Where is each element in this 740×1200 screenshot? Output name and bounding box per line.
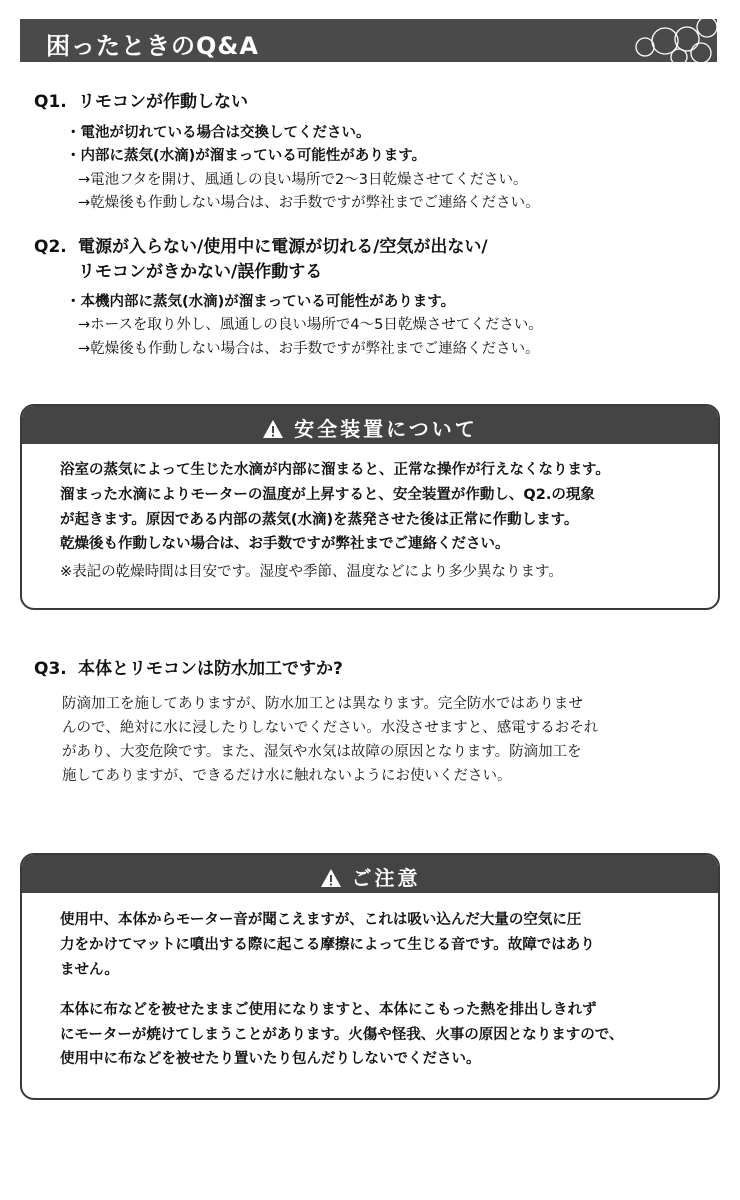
q1-line-2: ・内部に蒸気(水滴)が溜まっている可能性があります。 [66, 148, 427, 164]
caution-p2-line-2: にモーターが焼けてしまうことがあります。火傷や怪我、火事の原因となりますので、 [60, 1027, 624, 1043]
circles-decoration-icon [627, 19, 717, 62]
q1-line-3: →電池フタを開け、風通しの良い場所で2～3日乾燥させてください。 [78, 172, 528, 188]
q3-line-4: 施してありますが、できるだけ水に触れないようにお使いください。 [62, 768, 512, 784]
q1-line-1: ・電池が切れている場合は交換してください。 [66, 125, 371, 141]
q3-line-1: 防滴加工を施してありますが、防水加工とは異なります。完全防水ではありませ [62, 696, 583, 712]
safety-note: ※表記の乾燥時間は目安です。湿度や季節、温度などにより多少異なります。 [60, 564, 563, 580]
warning-triangle-icon [320, 868, 342, 888]
q1-number: Q1. [34, 92, 67, 112]
q2-number: Q2. [34, 237, 67, 257]
q1-title: リモコンが作動しない [78, 92, 248, 112]
q3-line-3: があり、大変危険です。また、湿気や水気は故障の原因となります。防滴加工を [62, 744, 582, 760]
caution-p2-line-1: 本体に布などを被せたままご使用になりますと、本体にこもった熱を排出しきれず [60, 1002, 597, 1018]
q3-heading [34, 656, 343, 682]
q2-line-1: ・本機内部に蒸気(水滴)が溜まっている可能性があります。 [66, 294, 456, 310]
caution-p1-line-1: 使用中、本体からモーター音が聞こえますが、これは吸い込んだ大量の空気に圧 [60, 912, 582, 928]
q2-title-line-2: リモコンがきかない/誤作動する [78, 262, 323, 282]
q1-line-4: →乾燥後も作動しない場合は、お手数ですが弊社までご連絡ください。 [78, 195, 540, 211]
q3-number: Q3. [34, 659, 67, 679]
q1-heading [34, 89, 248, 115]
safety-line-4: 乾燥後も作動しない場合は、お手数ですが弊社までご連絡ください。 [60, 536, 510, 552]
caution-p1-line-3: ません。 [60, 962, 119, 978]
q2-title-line-1: 電源が入らない/使用中に電源が切れる/空気が出ない/ [78, 237, 488, 257]
caution-box-header [22, 855, 718, 893]
safety-title: 安全装置について [294, 417, 478, 441]
page-title: 困ったときのQ&A [46, 32, 259, 60]
q3-title: 本体とリモコンは防水加工ですか? [78, 659, 343, 679]
caution-p1-line-2: 力をかけてマットに噴出する際に起こる摩擦によって生じる音です。故障ではあり [60, 937, 595, 953]
q3-line-2: んので、絶対に水に浸したりしないでください。水没させますと、感電するおそれ [62, 720, 599, 736]
safety-line-2: 溜まった水滴によりモーターの温度が上昇すると、安全装置が作動し、Q2.の現象 [60, 487, 595, 503]
safety-box-header [22, 406, 718, 444]
q2-heading [34, 234, 488, 260]
title-bar [20, 19, 717, 62]
safety-line-3: が起きます。原因である内部の蒸気(水滴)を蒸発させた後は正常に作動します。 [60, 512, 579, 528]
q2-line-3: →乾燥後も作動しない場合は、お手数ですが弊社までご連絡ください。 [78, 341, 540, 357]
warning-triangle-icon [262, 419, 284, 439]
q2-line-2: →ホースを取り外し、風通しの良い場所で4～5日乾燥させてください。 [78, 317, 543, 333]
safety-line-1: 浴室の蒸気によって生じた水滴が内部に溜まると、正常な操作が行えなくなります。 [60, 462, 610, 478]
caution-p2-line-3: 使用中に布などを被せたり置いたり包んだりしないでください。 [60, 1051, 481, 1067]
caution-title: ご注意 [351, 866, 421, 890]
